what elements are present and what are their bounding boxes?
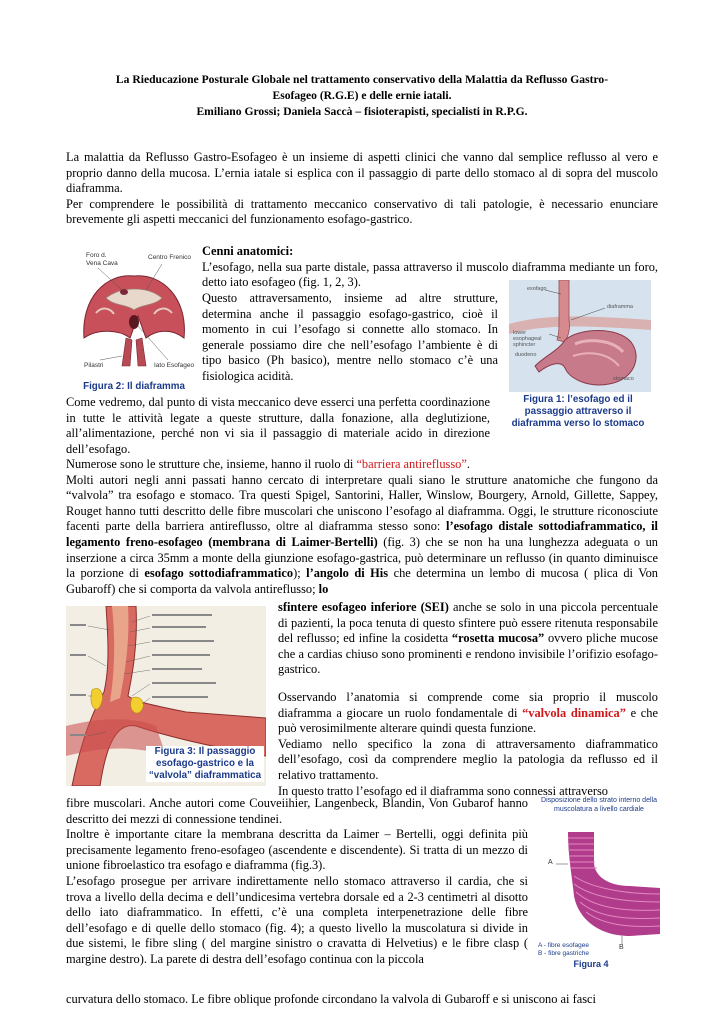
p4-text-a: Molti autori negli anni passati hanno cercato di interpretare quali siano le strutture anatomiche che fungono da “valvola” tra esofago e stomaco. Tra questi Spigel, Santorini, Haller, Winslow, Bourgery, Arnold, Gillette, Sappey, Rouget hanno tutti descritto delle fibre muscolari che uniscono l’esofago al diaframma. Oggi, le strutture riconosciute facenti parte della barriera antireflusso, oltre al diaframma stesso sono: bbox=[66, 472, 658, 534]
p4-text-e: che determina un lembo di mucosa ( plica di Von Gubaroff) che si comporta da valvola antireflusso; bbox=[66, 566, 658, 596]
anatomy-paragraph-9: Inoltre è importante citare la membrana descritta da Laimer – Bertelli, oggi definita più precisamente legamento freno-esofageo (ascendente e discendente). Si tratta di un mezzo di unione fibroelastico tra esofago e diaframma (fig.3). bbox=[66, 827, 528, 873]
intro bbox=[66, 150, 658, 228]
anatomy-paragraph-5 bbox=[278, 600, 658, 678]
anatomy-paragraph-1-wide: L’esofago, nella sua parte distale, passa attraverso il muscolo diaframma mediante un foro, detto iato esofageo (fig. 1, 2, 3). bbox=[202, 259, 658, 290]
anatomy-paragraph-2: Come vedremo, dal punto di vista meccanico deve esserci una perfetta coordinazione in tutte le attività legate a queste strutture, dalla fonazione, alla deglutizione, all’alimentazione, perché non vi sia il passaggio di materiale acido in direzione dell’esofago. bbox=[66, 395, 490, 456]
label-b: B bbox=[619, 944, 624, 951]
p4-text-d: ); bbox=[293, 566, 307, 581]
title-authors: Emiliano Grossi; Daniela Saccà – fisioterapisti, specialisti in R.P.G. bbox=[196, 105, 528, 118]
anatomy-paragraph-6 bbox=[278, 690, 658, 737]
label-sfintere: lower esophageal sphincter bbox=[513, 330, 542, 348]
p6-text-a: Osservando l’anatomia si comprende come sia proprio il muscolo diaframma a giocare un ruolo fondamentale di bbox=[278, 689, 658, 720]
anatomy-paragraph-7: Vediamo nello specifico la zona di attraversamento diaframmatico dell’esofago, così da comprendere meglio la patologia da reflusso ed il relativo trattamento. bbox=[278, 736, 658, 782]
valvola-dinamica: “valvola dinamica” bbox=[522, 705, 626, 720]
figure-2-diaphragm bbox=[66, 248, 202, 378]
p4-bold-4: lo bbox=[318, 581, 329, 596]
anatomy-paragraph-10-last: curvatura dello stomaco. Le fibre oblique profonde circondano la valvola di Gubaroff e si uniscono ai fasci bbox=[66, 992, 596, 1006]
barriera-antireflusso: “barriera antireflusso” bbox=[356, 457, 467, 471]
section-heading: Cenni anatomici: bbox=[202, 244, 294, 258]
anatomy-p3-p4 bbox=[66, 457, 658, 597]
anatomy-column-narrow bbox=[202, 291, 498, 385]
label-diaframma: diaframma bbox=[607, 304, 633, 310]
anatomy-paragraph-8-line: In questo tratto l’esofago ed il diaframma sono connessi attraverso bbox=[278, 783, 608, 798]
anatomy-paragraph-8: fibre muscolari. Anche autori come Couveiihier, Langenbeck, Blandin, Von Gubarof hanno descritto dei mezzi di connessione tendinei. bbox=[66, 796, 528, 826]
anatomy-last-line bbox=[66, 992, 658, 1008]
p6-text-b: e che può verosimilmente alterare quindi questa funzione. bbox=[278, 705, 659, 736]
label-esofago: esofago bbox=[527, 286, 547, 292]
label-centro-frenico: Centro Frenico bbox=[148, 254, 191, 261]
p5-bold-2: “rosetta mucosa” bbox=[451, 631, 545, 646]
figure-4-caption: Figura 4 bbox=[573, 959, 609, 969]
figure-4-title: Disposizione dello strato interno della muscolatura a livello cardiale bbox=[541, 797, 657, 813]
figure-1-caption: Figura 1: l’esofago ed il passaggio attraverso il diaframma verso lo stomaco bbox=[511, 394, 645, 429]
label-stomaco: stomaco bbox=[613, 376, 634, 382]
legend-b: B - fibre gastriche bbox=[538, 950, 589, 957]
label-a: A bbox=[548, 859, 553, 866]
paper-title bbox=[60, 72, 664, 120]
cardia-muscle-illustration bbox=[538, 796, 660, 958]
title-line-2: Esofageo (R.G.E) e delle ernie iatali. bbox=[272, 89, 452, 102]
figure-3-caption: Figura 3: Il passaggio esofago-gastrico e la “valvola” diaframmatica bbox=[146, 746, 264, 782]
label-foro-vena-cava: Foro d. Vena Cava bbox=[86, 252, 118, 267]
label-iato-esofageo: Iato Esofageo bbox=[154, 362, 195, 369]
p4-text-c: (fig. 3) che se non ha una lunghezza adeguata o un inserzione a circa 35mm a monte della giunzione esofago-gastrica, può determinare un reflusso (in quanto diminuisce la porzione di bbox=[66, 534, 658, 581]
anatomy-paragraph-4 bbox=[66, 473, 658, 598]
p5-text-a: anche se solo in una piccola percentuale di pazienti, la poca tenuta di questo sfintere può essere ritenuta responsabile del reflusso; ed infine la cosidetta bbox=[278, 600, 659, 646]
figure-4-legend bbox=[538, 942, 660, 958]
title-line-1: La Rieducazione Posturale Globale nel trattamento conservativo della Malattia da Reflusso Gastro- bbox=[115, 73, 609, 86]
intro-paragraph-2: Per comprendere le possibilità di trattamento meccanico conservativo di tali patologie, è necessario enunciare brevemente gli aspetti meccanici del funzionamento esofago-gastrico. bbox=[66, 196, 658, 227]
p3-text: Numerose sono le strutture che, insieme, hanno il ruolo di bbox=[66, 457, 357, 471]
figure-4-cardia-muscle bbox=[538, 796, 660, 958]
intro-paragraph-1: La malattia da Reflusso Gastro-Esofageo è un insieme di aspetti clinici che vanno dal semplice reflusso al vero e proprio danno della mucosa. L’ernia iatale si esplica con il passaggio di parte dello stomaco al di sopra del muscolo diaframma. bbox=[66, 150, 658, 196]
anatomy-paragraph-1-narrow: Questo attraversamento, insieme ad altre strutture, determina anche il passaggio esofago-gastrico, cioè il momento in cui l’esofago si connette allo stomaco. In generale possiamo dire che nell’esofago l’ambiente è di tipo basico (Ph basico), mentre nello stomaco c’è una fisiologica acidità. bbox=[202, 291, 498, 383]
p4-bold-3: l’angolo di His bbox=[306, 566, 389, 581]
anatomy-p2-block bbox=[66, 395, 490, 457]
label-duodeno: duodeno bbox=[515, 352, 537, 358]
figure-2-caption: Figura 2: Il diaframma bbox=[83, 381, 185, 392]
p4-bold-1: l’esofago distale sottodiaframmatico, il legamento freno-esofageo (membrana di Laimer-Bertelli) bbox=[66, 519, 658, 549]
legend-a: A - fibre esofagee bbox=[538, 942, 589, 949]
anatomy-paragraph-10: L’esofago prosegue per arrivare indirettamente nello stomaco attraverso il cardia, che si trova a livello della decima e dell’undicesima vertebra dorsale ed a 2-3 centimetri al disotto dello iato diaframmatico. In effetti, c’è una completa interpenetrazione delle fibre dell’esofago e di quelle dello stomaco (fig. 4); a questo livello la muscolatura si divide in due sistemi, le fibre sling ( del margine sinistro o cravatta di Helvetius) e le fibre clasp ( margine destro). La parete di destra dell’esofago continua con la piccola bbox=[66, 873, 528, 966]
anatomy-p5-block bbox=[278, 600, 658, 799]
label-pilastri: Pilastri bbox=[84, 362, 104, 369]
figure-1-esophagus-stomach bbox=[509, 280, 651, 392]
p3-end: . bbox=[466, 457, 470, 471]
p4-bold-2: esofago sottodiaframmatico bbox=[144, 566, 294, 581]
p5-text-c: ovvero pliche mucose che a cardias chiuso sono prominenti e rendono invisibile l’orifizio esofago-gastrico. bbox=[278, 631, 659, 677]
anatomy-paragraph-3 bbox=[66, 457, 658, 473]
p5-bold-1: sfintere esofageo inferiore (SEI) bbox=[278, 600, 449, 614]
anatomy-p8-p10 bbox=[66, 796, 528, 968]
